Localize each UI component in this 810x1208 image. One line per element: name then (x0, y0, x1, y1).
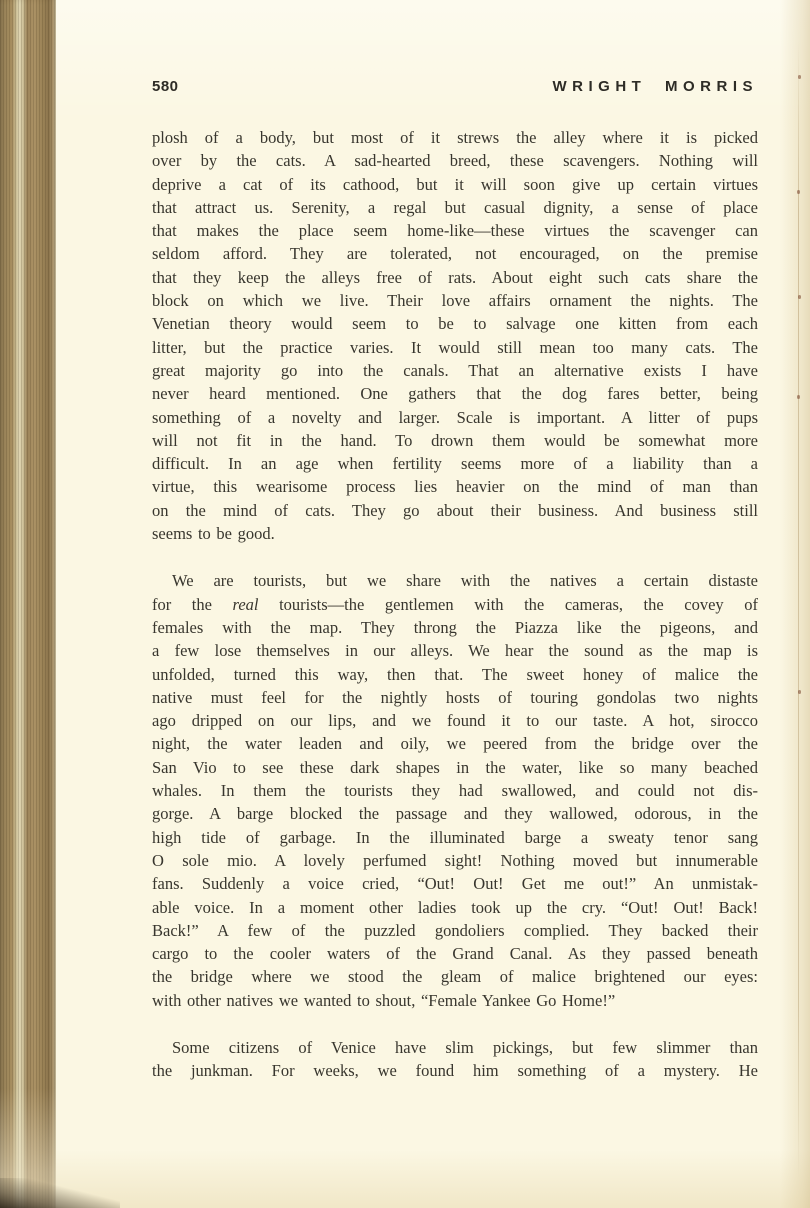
book-binding (0, 0, 56, 1208)
text-line: for the real tourists—the gentlemen with the cameras, the covey of (152, 594, 758, 614)
text-line: Back!” A few of the puzzled gondoliers complied. They backed their (152, 920, 758, 940)
text-line: something of a novelty and larger. Scale is important. A litter of pups (152, 407, 758, 427)
text-line: unfolded, turned this way, then that. The sweet honey of malice the (152, 664, 758, 684)
page-number: 580 (152, 78, 179, 95)
paragraph (152, 1036, 758, 1083)
text-line: the bridge where we stood the gleam of malice brightened our eyes: (152, 967, 758, 987)
text-line: San Vio to see these dark shapes in the water, like so many beached (152, 757, 758, 777)
text-line: night, the water leaden and oily, we peered from the bridge over the (152, 734, 758, 754)
text-line: virtue, this wearisome process lies heavier on the mind of man than (152, 477, 758, 497)
text-line: deprive a cat of its cathood, but it will soon give up certain virtues (152, 174, 758, 194)
text-line: block on which we live. Their love affairs ornament the nights. The (152, 291, 758, 311)
edge-speck (798, 295, 801, 299)
text-line: will not fit in the hand. To drown them would be somewhat more (152, 430, 758, 450)
text-line: able voice. In a moment other ladies took up the cry. “Out! Out! Back! (152, 897, 758, 917)
text-line: never heard mentioned. One gathers that the dog fares better, being (152, 384, 758, 404)
text-line: difficult. In an age when fertility seems more of a liability than a (152, 454, 758, 474)
edge-speck (797, 190, 800, 194)
text-line: the junkman. For weeks, we found him something of a mystery. He (152, 1061, 758, 1081)
text-line: Venetian theory would seem to be to salvage one kitten from each (152, 314, 758, 334)
text-line: seems to be good. (152, 524, 275, 544)
bottom-left-corner-shadow (0, 1178, 120, 1208)
text-line: native must feel for the nightly hosts of touring gondolas two nights (152, 687, 758, 707)
text-line: O sole mio. A lovely perfumed sight! Nothing moved but innumerable (152, 850, 758, 870)
page-right-edge-shade (780, 0, 810, 1208)
text-line: that they keep the alleys free of rats. About eight such cats share the (152, 267, 758, 287)
text-line: great majority go into the canals. That an alternative exists I have (152, 360, 758, 380)
text-line: a few lose themselves in our alleys. We hear the sound as the map is (152, 641, 758, 661)
text-line: plosh of a body, but most of it strews the alley where it is picked (152, 128, 758, 147)
text-line: We are tourists, but we share with the natives a certain distaste (172, 571, 758, 591)
text-line: gorge. A barge blocked the passage and they wallowed, odorous, in the (152, 804, 758, 824)
text-line: fans. Suddenly a voice cried, “Out! Out! Get me out!” An unmistak- (152, 874, 758, 894)
text-line: seldom afford. They are tolerated, not encouraged, on the premise (152, 244, 758, 264)
paragraph (152, 126, 758, 545)
paragraph (152, 569, 758, 1012)
text-line: on the mind of cats. They go about their business. And business still (152, 500, 758, 520)
running-header (152, 78, 758, 95)
text-line: cargo to the cooler waters of the Grand Canal. As they passed beneath (152, 944, 758, 964)
text-line: high tide of garbage. In the illuminated barge a sweaty tenor sang (152, 827, 758, 847)
text-line: whales. In them the tourists they had swallowed, and could not dis- (152, 781, 758, 801)
edge-speck (798, 690, 801, 694)
running-head-author: WRIGHT MORRIS (552, 78, 758, 95)
text-line: that makes the place seem home-like—these virtues the scavenger can (152, 221, 758, 241)
text-block (152, 126, 758, 1083)
text-line: over by the cats. A sad-hearted breed, these scavengers. Nothing will (152, 151, 758, 171)
page-right-crease-line (798, 40, 799, 1178)
text-line: Some citizens of Venice have slim pickings, but few slimmer than (172, 1037, 758, 1057)
text-line: litter, but the practice varies. It would still mean too many cats. The (152, 337, 758, 357)
text-line: ago dripped on our lips, and we found it to our taste. A hot, sirocco (152, 711, 758, 731)
edge-speck (798, 75, 801, 79)
edge-speck (797, 395, 800, 399)
text-line: with other natives we wanted to shout, “Female Yankee Go Home!” (152, 990, 616, 1010)
text-line: females with the map. They throng the Piazza like the pigeons, and (152, 617, 758, 637)
text-line: that attract us. Serenity, a regal but casual dignity, a sense of place (152, 197, 758, 217)
